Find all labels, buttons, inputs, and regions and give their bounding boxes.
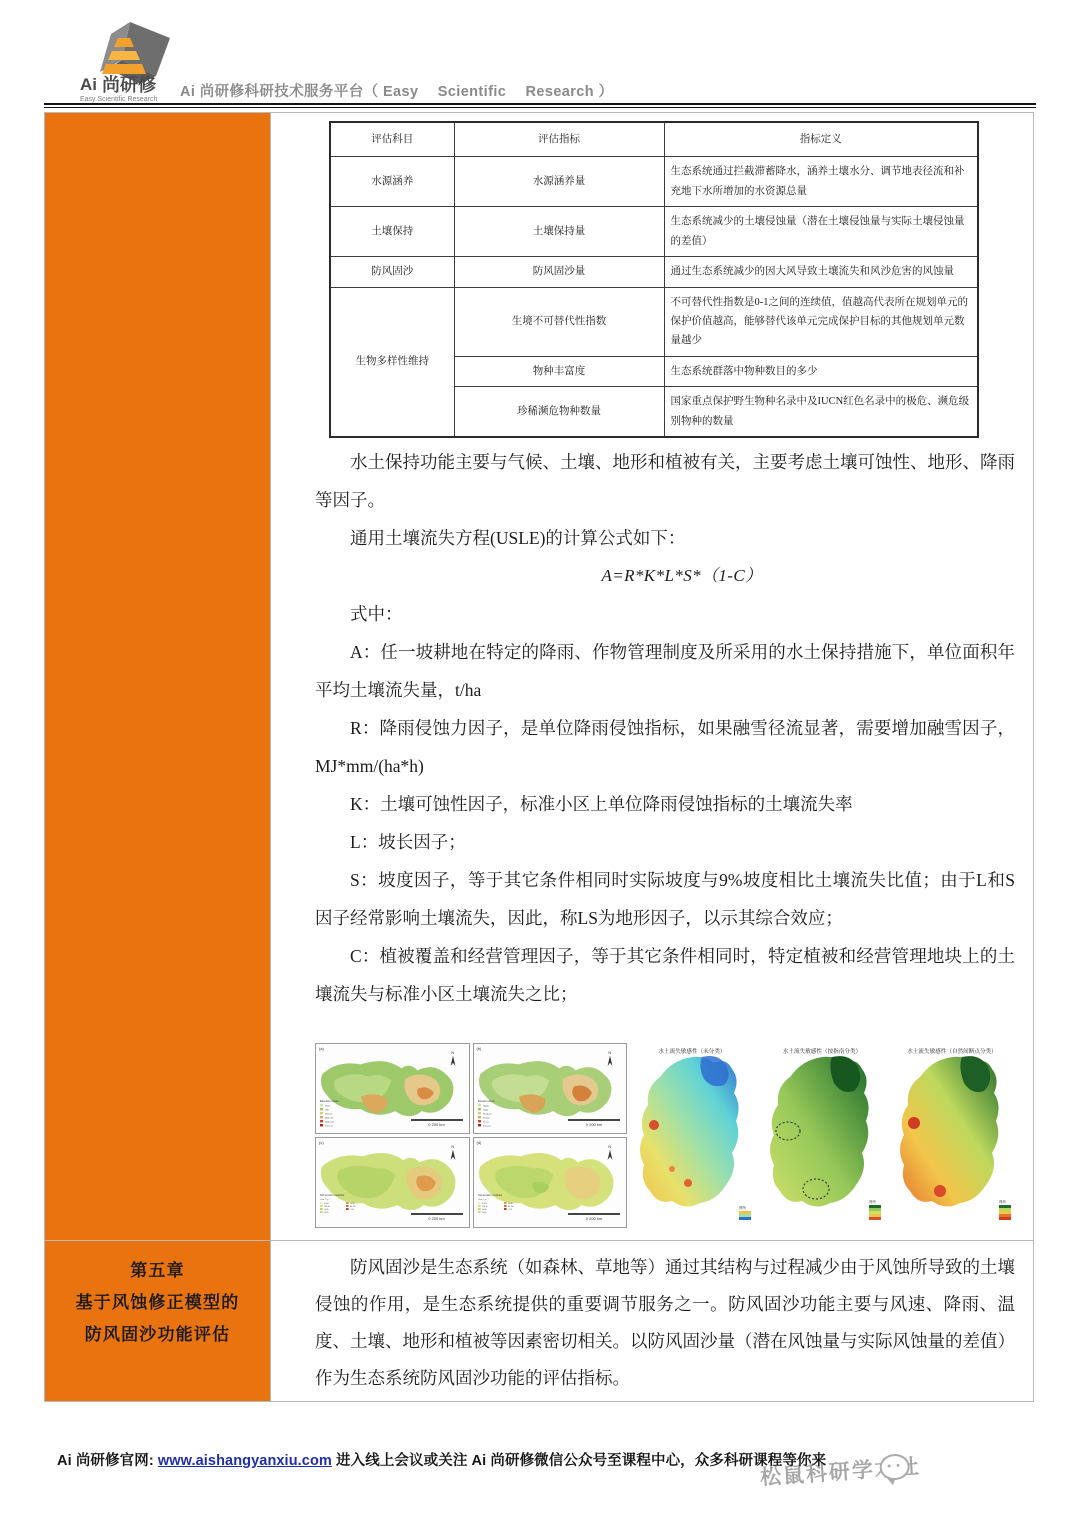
- paragraph-factor-l: L：坡长因子；: [350, 832, 466, 852]
- legend-title: 图例: [869, 1200, 876, 1204]
- scale-line: [568, 1119, 620, 1121]
- sensitivity-map-title: 水土流失敏感性（自然间断点分类）: [907, 1049, 997, 1055]
- paragraph-usle-lead: 通用土壤流失方程(USLE)的计算公式如下：: [350, 528, 686, 548]
- cell-indicator: 物种丰富度: [454, 356, 664, 386]
- sensitivity-map-unclassified: [627, 1043, 757, 1228]
- svg-text:Elevation class: Elevation class: [320, 1099, 339, 1103]
- svg-text:Plateau: Plateau: [325, 1112, 333, 1116]
- body-paragraphs: [315, 443, 1015, 1013]
- mini-map-d: [473, 1137, 628, 1228]
- paragraph-factor-c: C：植被覆盖和经营管理因子，等于其它条件相同时，特定植被和经营管理地块上的土壤流失与标准小区土壤流失之比；: [315, 946, 1015, 1004]
- cell-indicator: 防风固沙量: [454, 257, 664, 287]
- scale-line: [568, 1213, 620, 1215]
- cell-indicator: 珍稀濒危物种数量: [454, 387, 664, 437]
- scale-line: [411, 1213, 463, 1215]
- platform-title: Ai 尚研修科研技术服务平台（ Easy Scientific Research ）: [180, 84, 614, 100]
- svg-text:500-1k: 500-1k: [324, 1206, 330, 1208]
- svg-text:8k-15k: 8k-15k: [350, 1206, 356, 1208]
- paragraph-where: 式中：: [350, 604, 403, 624]
- map-legend: [478, 1098, 534, 1128]
- footer-url-link[interactable]: www.aishangyanxiu.com: [157, 1453, 332, 1469]
- table-row: [330, 207, 978, 257]
- svg-text:Hill: Hill: [325, 1108, 329, 1112]
- table-row: [330, 257, 978, 287]
- cell-subject: 防风固沙: [330, 257, 454, 287]
- watermark-text: 松鼠科研学术社: [759, 1455, 922, 1490]
- legend-swatch: [869, 1217, 881, 1220]
- paragraph-factor-k: K：土壤可蚀性因子，标准小区上单位降雨侵蚀指标的土壤流失率: [350, 794, 853, 814]
- main-content-cell: [270, 113, 1033, 1240]
- sensitivity-map-group: [627, 1043, 1017, 1228]
- paragraph-factor-a: A：任一坡耕地在特定的降雨、作物管理制度及所采用的水土保持措施下，单位面积年平均土壤流失量，t/ha: [315, 642, 1015, 700]
- panel-label: (c): [319, 1140, 324, 1145]
- col-header-subject: 评估科目: [330, 122, 454, 157]
- cell-definition: 不可替代性指数是0-1之间的连续值，值越高代表所在规划单元的保护价值越高，能够替代该单元完成保护目标的其他规划单元数量越少: [664, 287, 978, 356]
- footer-suffix: 进入线上会议或关注 Ai 尚研修微信公众号至课程中心，众多科研课程等你来: [331, 1453, 827, 1469]
- footer-promo-text: [57, 1449, 826, 1470]
- cell-indicator: 水源涵养量: [454, 157, 664, 207]
- north-arrow-icon: [606, 1142, 614, 1162]
- sensitivity-map-title: 水土流失敏感性（按指南分类）: [782, 1049, 862, 1055]
- mini-map-c: [315, 1137, 470, 1228]
- col-header-indicator: 评估指标: [454, 122, 664, 157]
- svg-text:Extreme: Extreme: [482, 1124, 491, 1128]
- svg-text:5k-8k: 5k-8k: [507, 1203, 513, 1205]
- header-divider: [44, 103, 1036, 108]
- footer-prefix: Ai 尚研修官网:: [57, 1453, 158, 1469]
- brand-logo: [78, 14, 182, 104]
- cell-indicator: 生境不可替代性指数: [454, 287, 664, 356]
- svg-text:5k-8k: 5k-8k: [350, 1203, 355, 1205]
- mini-map-a: [315, 1043, 470, 1134]
- chapter-body-cell: [270, 1241, 1033, 1401]
- svg-text:Strong: Strong: [482, 1116, 489, 1120]
- chapter-title: [45, 1255, 270, 1351]
- indicator-table-container: [329, 121, 977, 438]
- svg-text:500-1k: 500-1k: [481, 1206, 488, 1208]
- scale-bar: [411, 1213, 463, 1221]
- page-header: [0, 0, 1080, 108]
- svg-text:Ai: Ai: [80, 75, 97, 94]
- map-legend: [739, 1205, 753, 1220]
- scale-label: 0 200 km: [428, 1122, 445, 1127]
- scale-label: 0 200 km: [585, 1216, 603, 1221]
- svg-text:N: N: [450, 1144, 454, 1149]
- svg-text:Soil erosion modulus: Soil erosion modulus: [477, 1194, 502, 1197]
- paragraph-factor-r: R：降雨侵蚀力因子，是单位降雨侵蚀指标，如果融雪径流显著，需要增加融雪因子，MJ*mm/(ha*h): [315, 718, 1015, 776]
- legend-swatch: [999, 1217, 1011, 1220]
- svg-text:Mid mtn: Mid mtn: [325, 1116, 334, 1120]
- left-orange-band-top: [45, 113, 270, 1240]
- cell-indicator: 土壤保持量: [454, 207, 664, 257]
- sensitivity-map-natural-breaks: [887, 1043, 1017, 1228]
- mini-map-b: [473, 1043, 628, 1134]
- cell-subject: 土壤保持: [330, 207, 454, 257]
- north-arrow-icon: [449, 1142, 457, 1162]
- chapter-paragraph: 防风固沙是生态系统（如森林、草地等）通过其结构与过程减少由于风蚀所导致的土壤侵蚀的作用，是生态系统提供的重要调节服务之一。防风固沙功能主要与风速、降雨、温度、土壤、地形和植被等因素密切相关。以防风固沙量（潜在风蚀量与实际风蚀量的差值）作为生态系统防风固沙功能的评估指标。: [315, 1257, 1015, 1388]
- indicator-table: [329, 121, 979, 438]
- map-legend: [999, 1199, 1013, 1220]
- mini-map-grid: [315, 1043, 627, 1228]
- svg-text:t km⁻² yr⁻¹: t km⁻² yr⁻¹: [320, 1199, 331, 1201]
- sensitivity-map-guideline: [757, 1043, 887, 1228]
- scale-line: [411, 1119, 463, 1121]
- north-arrow-icon: [606, 1048, 614, 1068]
- cell-subject: 水源涵养: [330, 157, 454, 207]
- svg-text:Erosion class: Erosion class: [477, 1099, 495, 1103]
- scale-bar: [568, 1213, 620, 1221]
- map-legend: [478, 1192, 534, 1222]
- scale-bar: [411, 1119, 463, 1127]
- svg-text:Slight: Slight: [482, 1104, 489, 1108]
- cell-definition: 生态系统减少的土壤侵蚀量（潜在土壤侵蚀量与实际土壤侵蚀量的差值）: [664, 207, 978, 257]
- svg-text:Severe: Severe: [482, 1120, 490, 1124]
- svg-text:1k-2k: 1k-2k: [324, 1209, 329, 1211]
- table-row: [330, 287, 978, 356]
- svg-text:Soil erosion modulus: Soil erosion modulus: [320, 1194, 345, 1197]
- svg-text:8k-15k: 8k-15k: [507, 1206, 514, 1208]
- svg-text:2k-5k: 2k-5k: [481, 1212, 487, 1214]
- legend-swatch: [739, 1217, 751, 1220]
- svg-text:Easy Scientific Research: Easy Scientific Research: [80, 96, 158, 103]
- svg-text:尚研修: 尚研修: [102, 75, 156, 95]
- panel-label: (a): [319, 1046, 324, 1051]
- chapter-number: 第五章: [130, 1261, 185, 1280]
- north-arrow-icon: [449, 1048, 457, 1068]
- page-content-frame: [44, 112, 1034, 1402]
- legend-title: 图例: [999, 1200, 1006, 1204]
- content-row-main: [45, 113, 1033, 1240]
- scale-bar: [568, 1119, 620, 1127]
- cell-definition: 生态系统通过拦截滞蓄降水，涵养土壤水分、调节地表径流和补充地下水所增加的水资源总量: [664, 157, 978, 207]
- svg-text:>15k: >15k: [507, 1209, 512, 1211]
- chapter-title-cell: [45, 1241, 270, 1401]
- table-row: [330, 157, 978, 207]
- province-shape-icon: [757, 1043, 887, 1228]
- map-legend: [320, 1098, 376, 1128]
- sensitivity-map-title: 水土流失敏感性（未分类）: [658, 1049, 726, 1055]
- svg-text:High mtn: High mtn: [325, 1120, 335, 1124]
- scale-label: 0 200 km: [585, 1122, 603, 1127]
- page-footer: [0, 1448, 1080, 1508]
- paragraph-watersoil-intro: 水土保持功能主要与气候、土壤、地形和植被有关，主要考虑土壤可蚀性、地形、降雨等因子。: [315, 452, 1015, 510]
- province-shape-icon: [887, 1043, 1017, 1228]
- table-header-row: [330, 122, 978, 157]
- cell-definition: 生态系统群落中物种数目的多少: [664, 356, 978, 386]
- svg-text:Moderate: Moderate: [482, 1112, 492, 1116]
- svg-text:t km⁻² yr⁻¹: t km⁻² yr⁻¹: [477, 1199, 488, 1201]
- svg-text:1k-2k: 1k-2k: [481, 1209, 487, 1211]
- svg-text:0-500: 0-500: [481, 1203, 487, 1205]
- scale-label: 0 200 km: [428, 1216, 445, 1221]
- col-header-definition: 指标定义: [664, 122, 978, 157]
- cell-definition: 国家重点保护野生物种名录中及IUCN红色名录中的极危、濒危级别物种的数量: [664, 387, 978, 437]
- content-row-chapter: [45, 1240, 1033, 1401]
- cell-definition: 通过生态系统减少的因大风导致土壤流失和风沙危害的风蚀量: [664, 257, 978, 287]
- province-shape-icon: [627, 1043, 757, 1228]
- svg-text:N: N: [608, 1144, 612, 1149]
- chapter-subtitle-1: 基于风蚀修正模型的: [75, 1293, 240, 1312]
- chapter-subtitle-2: 防风固沙功能评估: [84, 1325, 231, 1344]
- figure-strip: [315, 1043, 1017, 1228]
- svg-text:2k-5k: 2k-5k: [324, 1212, 329, 1214]
- legend-title: 图例: [739, 1206, 746, 1210]
- svg-text:N: N: [450, 1050, 454, 1055]
- paragraph-factor-s: S：坡度因子，等于其它条件相同时实际坡度与9%坡度相比土壤流失比值；由于L和S因子经常影响土壤流失，因此，称LS为地形因子，以示其综合效应；: [315, 870, 1015, 928]
- map-legend: [869, 1199, 883, 1220]
- formula-usle: A=R*K*L*S*（1-C）: [601, 566, 763, 585]
- svg-text:N: N: [608, 1050, 612, 1055]
- chapter-paragraph-wrap: [315, 1249, 1015, 1397]
- panel-label: (b): [476, 1046, 482, 1051]
- cell-subject-biodiversity: 生物多样性维持: [330, 287, 454, 437]
- svg-text:Plain: Plain: [325, 1104, 330, 1108]
- svg-text:>15k: >15k: [350, 1209, 355, 1211]
- logo-icon: [78, 14, 182, 104]
- panel-label: (d): [476, 1140, 482, 1145]
- map-legend: [320, 1192, 376, 1222]
- svg-text:Light: Light: [482, 1108, 488, 1112]
- svg-text:0-500: 0-500: [324, 1203, 329, 1205]
- svg-text:Extreme: Extreme: [325, 1124, 334, 1128]
